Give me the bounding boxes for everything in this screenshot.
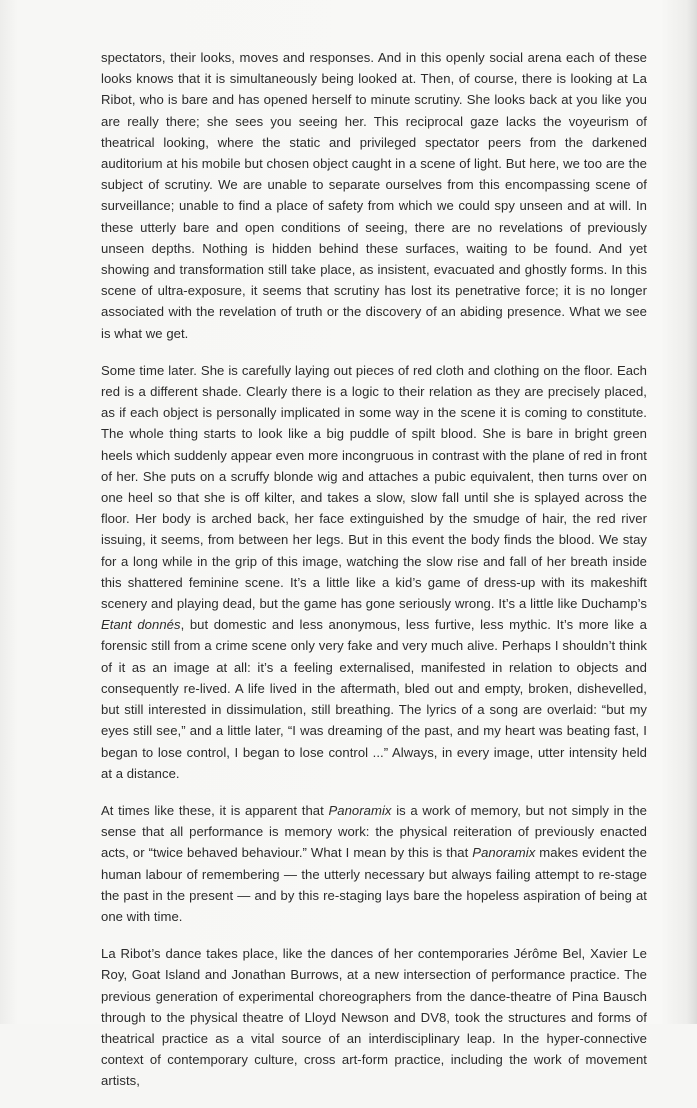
artwork-title: Etant donnés [101,617,181,633]
paragraph-3 [101,800,647,927]
work-title: Panoramix [472,845,536,861]
paragraph-1 [101,47,647,344]
work-title: Panoramix [328,802,392,818]
text-segment: , but domestic and less anonymous, less furtive, less mythic. It’s more like a forensic still from a crime scene only very fake and very much alive. Perhaps I shouldn’t think of it as an image at all: it’s a feeling externalised, manifested in relation to objects and consequently re-lived. A life lived in the aftermath, bled out and empty, broken, dishevelled, but still interested in dissimulation, still breathing. The lyrics of a song are overlaid: “but my eyes still see,” and a little later, “I was dreaming of the past, and my heart was beating fast, I began to lose control, I began to lose control ...” Always, in every image, utter intensity held at a distance. [101,617,647,781]
text-segment: La Ribot’s dance takes place, like the dances of her contemporaries Jérôme Bel, Xavier Le Roy, Goat Island and Jonathan Burrows, at a new intersection of performance practice. The previous generation of experimental choreographers from the dance-theatre of Pina Bausch through to the physical theatre of Lloyd Newson and DV8, took the structures and forms of theatrical practice as a vital source of an interdisciplinary leap. In the hyper-connective context of contemporary culture, cross art-form practice, including the work of movement artists, [101,946,647,1089]
text-segment: At times like these, it is apparent that [101,802,329,818]
paragraph-2 [101,360,647,784]
text-segment: spectators, their looks, moves and responses. And in this openly social arena each of these looks knows that it is simultaneously being looked at. Then, of course, there is looking at La Ribot, who is bare and has opened herself to minute scrutiny. She looks back at you like you are really there; she sees you seeing her. This reciprocal gaze lacks the voyeurism of theatrical looking, where the static and privileged spectator peers from the darkened auditorium at his mobile but chosen object caught in a scene of light. But here, we too are the subject of scrutiny. We are unable to separate ourselves from this encompassing scene of surveillance; unable to find a place of safety from which we could spy unseen and at will. In these utterly bare and open conditions of seeing, there are no revelations of previously unseen depths. Nothing is hidden behind these surfaces, waiting to be found. And yet showing and transformation still take place, as insistent, evacuated and ghostly forms. In this scene of ultra-exposure, it seems that scrutiny has lost its penetrative force; it is no longer associated with the revelation of truth or the discovery of an abiding presence. What we see is what we get. [101,50,647,341]
text-segment: is a work of memory, but not simply in the sense that all performance is memory work: the physical reiteration of previously enacted acts, or “twice behaved behaviour.” What I mean by this is that [101,802,647,861]
page-edge-shadow [687,0,697,1024]
text-segment: makes evident the human labour of remembering — the utterly necessary but always failing attempt to re-stage the past in the present — and by this re-staging lays bare the hopeless aspiration of being at one with time. [101,845,647,924]
body-text [101,47,647,1108]
paragraph-4 [101,943,647,1091]
text-segment: Some time later. She is carefully laying out pieces of red cloth and clothing on the floor. Each red is a different shade. Clearly there is a logic to their relation as they are precisely placed, as if each object is personally implicated in some way in the scene it is coming to constitute. The whole thing starts to look like a big puddle of spilt blood. She is bare in bright green heels which suddenly appear even more incongruous in contrast with the plane of red in front of her. She puts on a scruffy blonde wig and attaches a pubic equivalent, then turns over on one heel so that she is off kilter, and takes a slow, slow fall until she is splayed across the floor. Her body is arched back, her face extinguished by the smudge of hair, the red river issuing, it seems, from between her legs. But in this event the body finds the blood. We stay for a long while in the grip of this image, watching the slow rise and fall of her breath inside this shattered feminine scene. It’s a little like a kid’s game of dress-up with its makeshift scenery and playing dead, but the game has gone seriously wrong. It’s a little like Duchamp’s [101,362,647,612]
